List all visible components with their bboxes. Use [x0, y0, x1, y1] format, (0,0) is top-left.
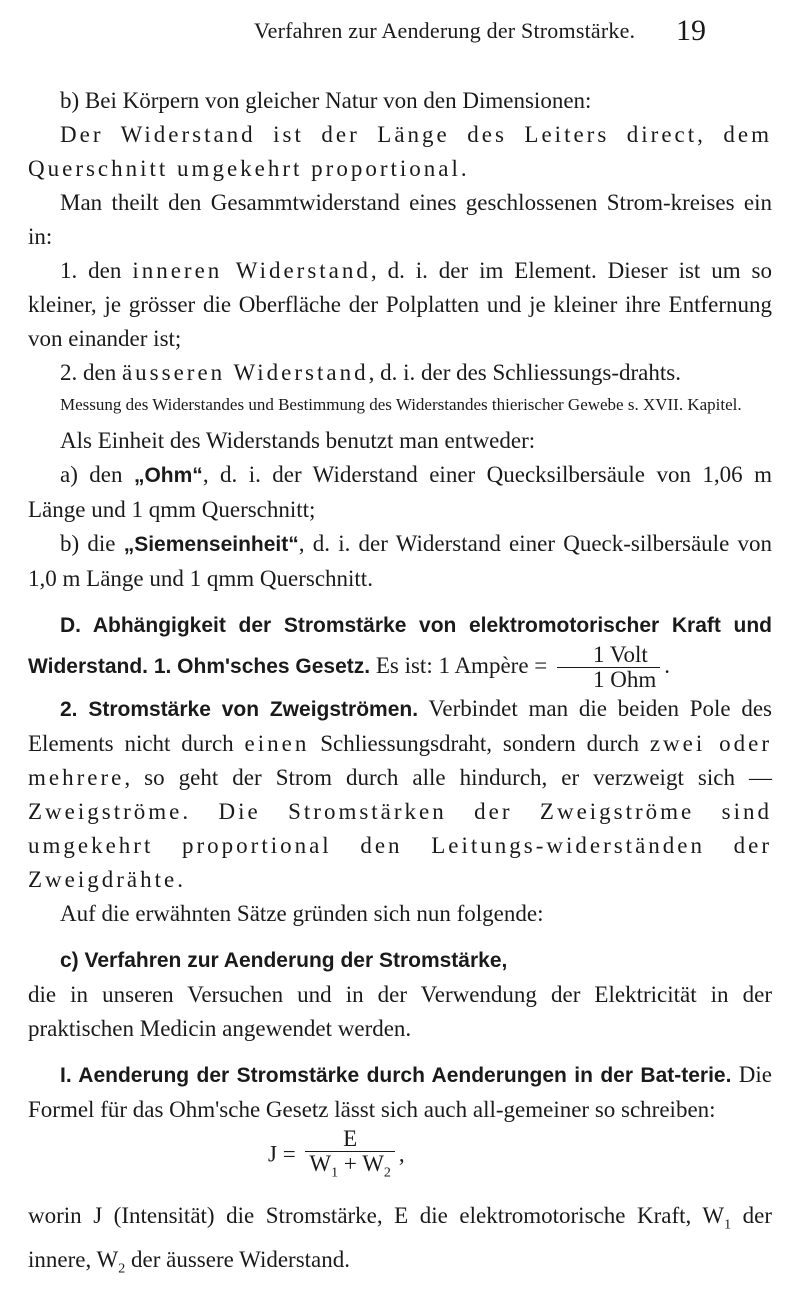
- paragraph-siemens: b) die „Siemenseinheit“, d. i. der Widerstand einer Queck-silbersäule von 1,0 m Länge und 1 qmm Querschnitt.: [28, 531, 772, 591]
- note-measurement: Messung des Widerstandes und Bestimmung des Widerstandes thierischer Gewebe s. XVII. Kapitel.: [60, 395, 742, 414]
- paragraph-outer-resistance: 2. den äusseren Widerstand, d. i. der des Schliessungs-drahts.: [60, 360, 681, 385]
- paragraph-b-intro: b) Bei Körpern von gleicher Natur von den Dimensionen:: [60, 88, 592, 113]
- battery-heading: I. Aenderung der Stromstärke durch Aenderungen in der Bat-terie.: [60, 1064, 732, 1087]
- page-header: [0, 14, 800, 58]
- section-d: D. Abhängigkeit der Stromstärke von elektromotorischer Kraft und Widerstand. 1. Ohm'sches Gesetz. Es ist: 1 Ampère = $\frac{\text{1 Volt}}{\text{1 Ohm}}$ .: [28, 614, 772, 692]
- term-inner-resistance: inneren Widerstand: [132, 258, 371, 283]
- paragraph-inner-resistance: 1. den inneren Widerstand, d. i. der im Element. Dieser ist um so kleiner, je grösser die Oberfläche der Polplatten und je kleiner ihre Entfernung von einander ist;: [28, 258, 772, 351]
- term-siemens: „Siemenseinheit“: [123, 533, 299, 556]
- page-body: [28, 84, 772, 1286]
- ohm-law-heading: 1. Ohm'sches Gesetz.: [148, 654, 371, 678]
- paragraph-branch-currents: 2. Stromstärke von Zweigströmen. Verbindet man die beiden Pole des Elements nicht durch einen Schliessungsdraht, sondern durch zwei oder mehrere, so geht der Strom durch alle hindurch, er verzweigt sich — Zweigströme. Die Stromstärken der Zweigströme sind umgekehrt proportional den Leitungs-widerständen der Zweigdrähte.: [28, 696, 772, 892]
- term-outer-resistance: äusseren Widerstand: [121, 360, 369, 385]
- heading-c: c) Verfahren zur Aenderung der Stromstärke,: [60, 949, 508, 972]
- paragraph-battery: I. Aenderung der Stromstärke durch Aenderungen in der Bat-terie. Die Formel für das Ohm'sche Gesetz lässt sich auch all-gemeiner so schreiben:: [28, 1062, 772, 1122]
- branch-currents-heading: 2. Stromstärke von Zweigströmen.: [60, 698, 419, 721]
- section-d-heading: D. Abhängigkeit der Stromstärke von elektromotorischer Kraft und Widerstand.: [28, 614, 772, 678]
- paragraph-resistance-law: Der Widerstand ist der Länge des Leiters direct, dem Querschnitt umgekehrt proportional.: [28, 122, 772, 181]
- running-title: Verfahren zur Aenderung der Stromstärke.: [254, 18, 636, 43]
- page-number: 19: [676, 14, 706, 47]
- paragraph-total-resistance: Man theilt den Gesammtwiderstand eines geschlossenen Strom-kreises ein in:: [28, 190, 772, 249]
- paragraph-unit-intro: Als Einheit des Widerstands benutzt man entweder:: [60, 428, 536, 453]
- paragraph-ohm: a) den „Ohm“, d. i. der Widerstand einer Quecksilbersäule von 1,06 m Länge und 1 qmm Querschnitt;: [28, 462, 772, 522]
- paragraph-following: Auf die erwähnten Sätze gründen sich nun folgende:: [60, 901, 544, 926]
- paragraph-formula-legend: worin J (Intensität) die Stromstärke, E die elektromotorische Kraft, $W_1$ der innere, $W_2$ der äussere Widerstand.: [28, 1203, 772, 1277]
- term-ohm: „Ohm“: [133, 464, 203, 487]
- ampere-fraction: $\frac{\text{1 Volt}}{\text{1 Ohm}}$: [557, 643, 660, 692]
- paragraph-applications: die in unseren Versuchen und in der Verwendung der Elektricität in der praktischen Medicin angewendet werden.: [28, 982, 772, 1041]
- ohm-formula: J = $\frac{E}{W_1 + W_2}$ ,: [268, 1126, 405, 1181]
